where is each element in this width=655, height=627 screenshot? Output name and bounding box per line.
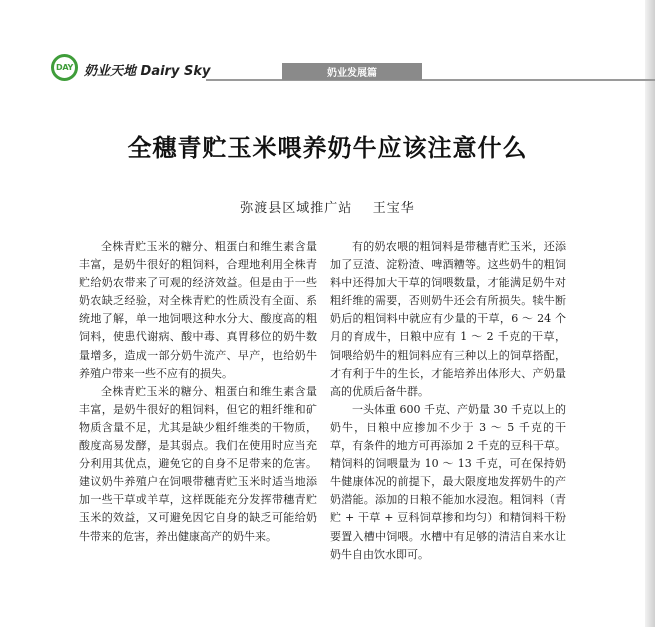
page-edge	[645, 0, 655, 627]
magazine-logo	[51, 54, 78, 81]
article-byline: 弥渡县区域推广站 王宝华	[240, 201, 415, 216]
article-title: 全穗青贮玉米喂养奶牛应该注意什么	[127, 133, 528, 162]
page-header	[38, 54, 638, 84]
magazine-brand: 奶业天地 Dairy Sky	[84, 64, 211, 79]
logo-text: DAY	[56, 63, 73, 72]
paragraph: 有的奶农喂的粗饲料是带穗青贮玉米，还添加了豆渣、淀粉渣、啤酒糟等。这些奶牛的粗饲料中还得加大干草的饲喂数量，才能满足奶牛对粗纤维的需要，否则奶牛还会有所损失。犊牛断奶后的粗饲料中就应有少量的干草，6 ～ 24 个月的育成牛，日粮中应有 1 ～ 2 千克的干草，饲喂给奶牛的粗饲料应有三种以上的饲草搭配，才有利于牛的生长，才能培养出体形大、产奶量高的优质后备牛群。	[330, 240, 566, 398]
left-column	[79, 238, 317, 546]
right-column	[330, 238, 566, 564]
section-label: 奶业发展篇	[282, 63, 422, 80]
paragraph: 全株青贮玉米的糖分、粗蛋白和维生素含量丰富，是奶牛很好的粗饲料，但它的粗纤维和矿物质含量不足，尤其是缺少粗纤维类的干物质，酸度高易发酵，是其弱点。我们在使用时应当充分利用其优点，避免它的自身不足带来的危害。建议奶牛养殖户在饲喂带穗青贮玉米时适当地添加一些干草或羊草，这样既能充分发挥带穗青贮玉米的效益，又可避免因它自身的缺乏可能给奶牛带来的危害，养出健康高产的奶牛来。	[79, 384, 317, 543]
header-rule	[206, 79, 655, 81]
paragraph: 全株青贮玉米的糖分、粗蛋白和维生素含量丰富，是奶牛很好的粗饲料，合理地利用全株青贮给奶农带来了可观的经济效益。但是由于一些奶农缺乏经验，对全株青贮的性质没有全面、系统地了解，单一地饲喂这种水分大、酸度高的粗饲料，使患代谢病、酸中毒、真胃移位的奶牛数量增多，造成一部分奶牛流产、早产，也给奶牛养殖户带来一些不应有的损失。	[79, 240, 317, 380]
paragraph: 一头体重 600 千克、产奶量 30 千克以上的奶牛，日粮中应掺加不少于 3 ～ 5 千克的干草，有条件的地方可再添加 2 千克的豆科干草。精饲料的饲喂量为 10 ～ 13 千克，可在保持奶牛健康体况的前提下，最大限度地发挥奶牛的产奶潜能。添加的日粮不能加水浸泡。粗饲料（青贮 + 干草 + 豆科饲草掺和均匀）和精饲料干粉要置入槽中饲喂。水槽中有足够的清洁自来水让奶牛自由饮水即可。	[330, 402, 566, 561]
